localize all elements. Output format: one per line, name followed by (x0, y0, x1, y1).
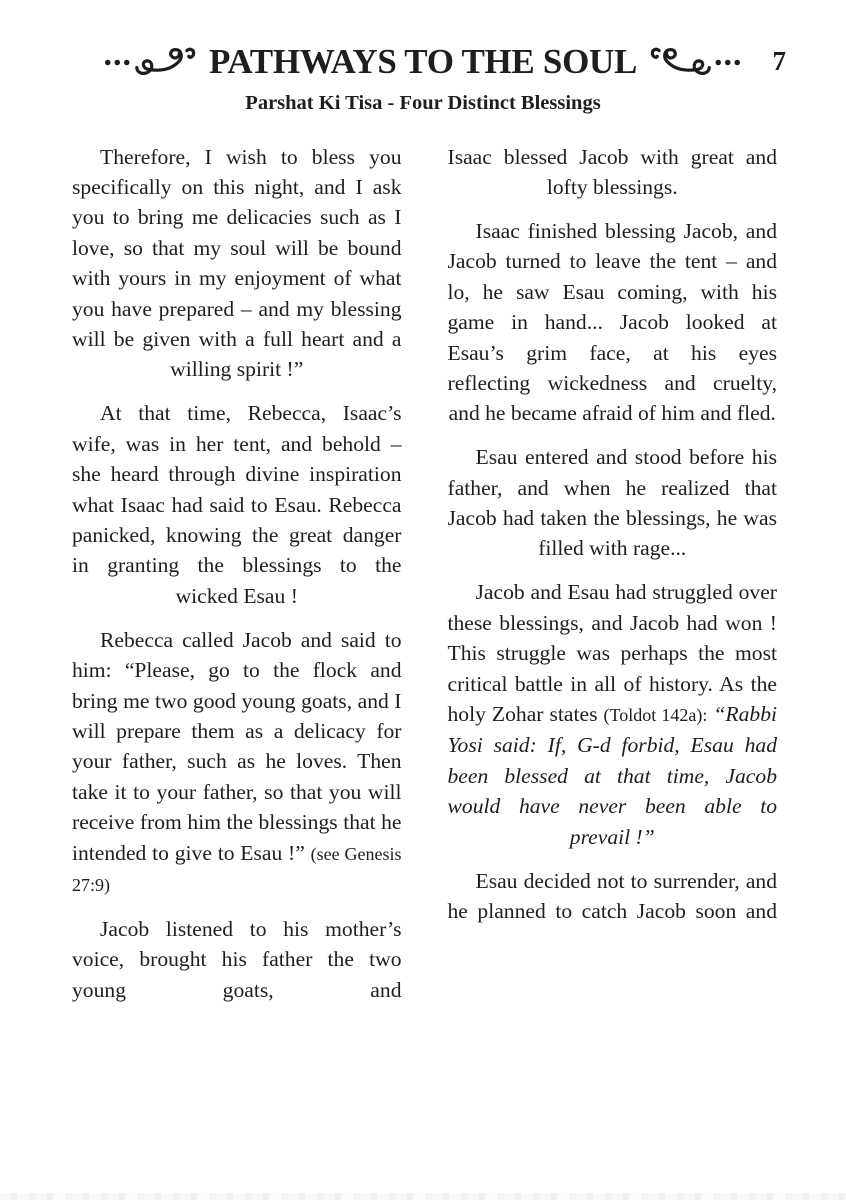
paragraph (448, 142, 778, 203)
page-title: PATHWAYS TO THE SOUL (208, 41, 638, 81)
scan-noise-strip (0, 1193, 846, 1200)
text-run: Isaac blessed Jacob with great and lofty blessings. (447, 144, 777, 199)
text-run: Jacob listened to his mother’s voice, brought his father the two young goats, and (72, 916, 402, 1002)
paragraph (448, 577, 778, 852)
paragraph (72, 914, 402, 1005)
text-run: Therefore, I wish to bless you specifically on this night, and I ask you to bring me delicacies such as I love, so that my soul will be bound with yours in my enjoyment of what you have prepared – and my blessing will be given with a full heart and a willing spirit !” (72, 144, 402, 382)
ornament-right: ... (644, 43, 743, 79)
text-run: At that time, Rebecca, Isaac’s wife, was in her tent, and behold – she heard through divine inspiration what Isaac had said to Esau. Rebecca panicked, knowing the great danger in granting the blessings to the wicked Esau ! (72, 401, 402, 608)
text-run: (see Genesis 27:9) (72, 843, 402, 895)
paragraph (448, 866, 778, 927)
text-run: Esau entered and stood before his father, and when he realized that Jacob had taken the blessings, he was filled with rage... (447, 445, 777, 561)
text-run: Isaac finished blessing Jacob, and Jacob turned to leave the tent – and lo, he saw Esau coming, with his game in hand... Jacob looked at Esau’s grim face, at his eyes reflecting wickedness and cruelty, and he became afraid of him and fled. (447, 218, 777, 426)
article-body (0, 142, 846, 1005)
text-column-right (448, 142, 778, 1005)
page-header (0, 0, 846, 116)
paragraph (448, 442, 778, 564)
paragraph (72, 142, 402, 385)
text-run: (Toldot 142a): (603, 705, 708, 725)
page-subtitle: Parshat Ki Tisa - Four Distinct Blessings (245, 92, 601, 114)
text-column-left (72, 142, 402, 1005)
text-run: “Rabbi Yosi said: If, G-d forbid, Esau had been blessed at that time, Jacob would have never been able to prevail !” (447, 702, 777, 849)
ornament-left: ... (103, 43, 202, 79)
flourish-swirl-icon (644, 44, 712, 78)
text-run: Esau decided not to surrender, and he planned to catch Jacob soon and (447, 868, 777, 923)
text-run: Rebecca called Jacob and said to him: “Please, go to the flock and bring me two good young goats, and I will prepare them as a delicacy for your father, such as he loves. Then take it to your father, so that you will receive from him the blessings that he intended to give to Esau !” (72, 627, 402, 865)
paragraph (448, 216, 778, 429)
paragraph (72, 398, 402, 611)
title-row (0, 36, 846, 82)
flourish-swirl-icon (134, 44, 202, 78)
text-run: Jacob and Esau had struggled over these blessings, and Jacob had won ! This struggle was perhaps the most critical battle in all of history. As the holy Zohar states (447, 580, 777, 726)
page-number: 7 (772, 46, 786, 76)
paragraph (72, 625, 402, 901)
